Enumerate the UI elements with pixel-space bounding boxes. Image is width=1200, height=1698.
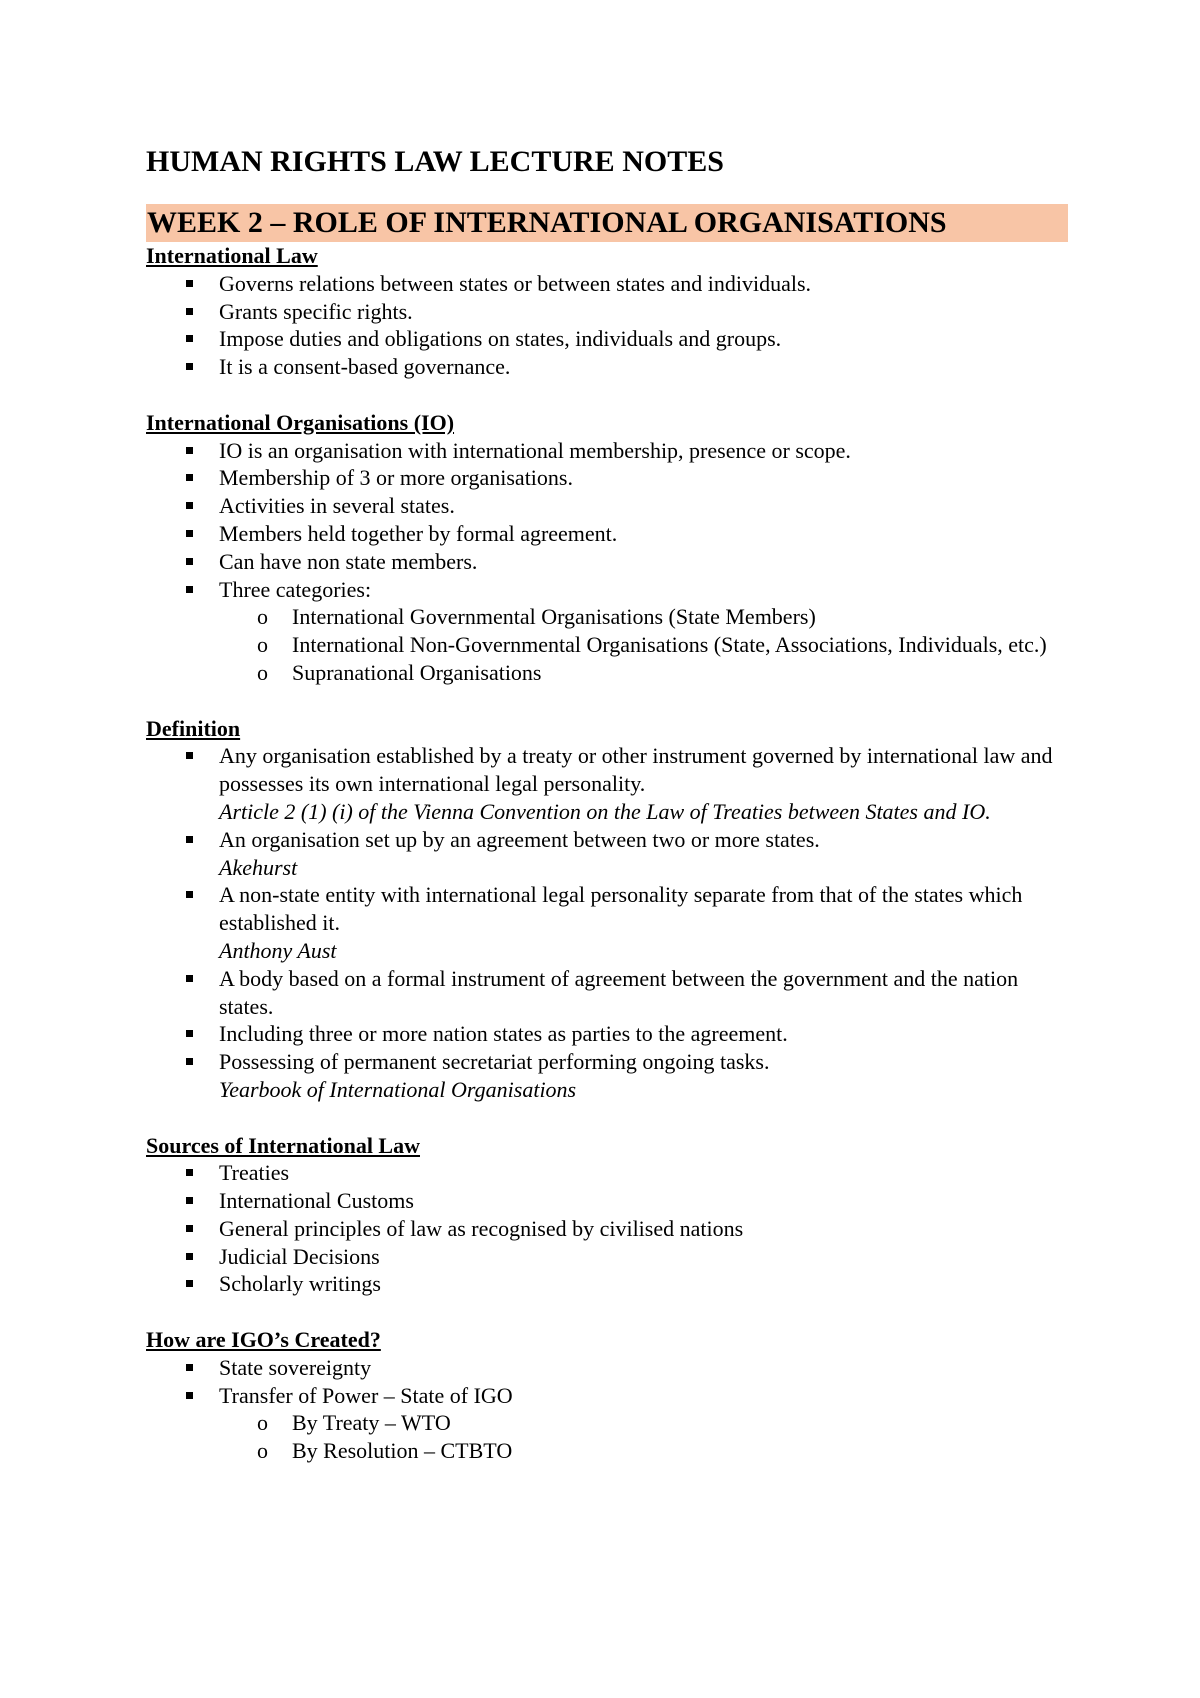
sub-list-item-text: By Resolution – CTBTO bbox=[292, 1438, 513, 1464]
list-item-text: Judicial Decisions bbox=[219, 1243, 380, 1269]
square-bullet-icon bbox=[186, 891, 193, 898]
citation: Yearbook of International Organisations bbox=[219, 1076, 577, 1102]
list-item bbox=[146, 325, 1068, 353]
square-bullet-icon bbox=[186, 1030, 193, 1037]
list-item bbox=[146, 437, 1068, 465]
square-bullet-icon bbox=[186, 530, 193, 537]
document-content bbox=[146, 142, 1068, 1465]
sub-list bbox=[219, 603, 1068, 686]
list-item-text: A body based on a formal instrument of agreement between the government and the nation states. bbox=[219, 965, 1019, 1019]
list-item-text: Possessing of permanent secretariat performing ongoing tasks. bbox=[219, 1049, 770, 1075]
citation: Akehurst bbox=[219, 854, 298, 880]
section bbox=[146, 409, 1068, 687]
circle-bullet-icon: o bbox=[257, 659, 268, 685]
bullet-list bbox=[146, 270, 1068, 381]
circle-bullet-icon: o bbox=[257, 632, 268, 658]
sub-list bbox=[219, 1409, 1068, 1465]
sub-list-item bbox=[146, 603, 1068, 631]
list-item-text: Treaties bbox=[219, 1160, 290, 1186]
sub-list-item bbox=[146, 659, 1068, 687]
list-item-text: It is a consent-based governance. bbox=[219, 354, 511, 380]
list-item bbox=[146, 353, 1068, 381]
list-item-text: International Customs bbox=[219, 1188, 414, 1214]
list-item bbox=[146, 965, 1068, 1021]
section-heading: How are IGO’s Created? bbox=[146, 1327, 381, 1353]
list-item bbox=[146, 1020, 1068, 1048]
square-bullet-icon bbox=[186, 1058, 193, 1065]
square-bullet-icon bbox=[186, 1280, 193, 1287]
square-bullet-icon bbox=[186, 447, 193, 454]
list-item-text: A non-state entity with international legal personality separate from that of the states which established it. bbox=[219, 882, 1023, 936]
list-item-text: Grants specific rights. bbox=[219, 298, 413, 324]
square-bullet-icon bbox=[186, 308, 193, 315]
square-bullet-icon bbox=[186, 474, 193, 481]
square-bullet-icon bbox=[186, 586, 193, 593]
sub-list-item-text: Supranational Organisations bbox=[292, 659, 542, 685]
list-item bbox=[146, 576, 1068, 687]
list-item-text: Scholarly writings bbox=[219, 1271, 381, 1297]
square-bullet-icon bbox=[186, 975, 193, 982]
sub-list-item-text: International Non-Governmental Organisations (State, Associations, Individuals, etc.) bbox=[292, 632, 1047, 658]
list-item bbox=[146, 1243, 1068, 1271]
list-item-text: General principles of law as recognised by civilised nations bbox=[219, 1215, 744, 1241]
list-item bbox=[146, 298, 1068, 326]
list-item bbox=[146, 1187, 1068, 1215]
square-bullet-icon bbox=[186, 280, 193, 287]
list-item-text: Including three or more nation states as parties to the agreement. bbox=[219, 1021, 788, 1047]
list-item-text: An organisation set up by an agreement between two or more states. bbox=[219, 826, 820, 852]
list-item-text: Activities in several states. bbox=[219, 493, 455, 519]
list-item bbox=[146, 1215, 1068, 1243]
list-item-text: State sovereignty bbox=[219, 1354, 372, 1380]
sub-list-item-text: By Treaty – WTO bbox=[292, 1410, 451, 1436]
circle-bullet-icon: o bbox=[257, 1438, 268, 1464]
circle-bullet-icon: o bbox=[257, 604, 268, 630]
square-bullet-icon bbox=[186, 502, 193, 509]
list-item-text: Membership of 3 or more organisations. bbox=[219, 465, 573, 491]
square-bullet-icon bbox=[186, 558, 193, 565]
sub-list-item bbox=[146, 1409, 1068, 1437]
bullet-list bbox=[146, 1354, 1068, 1465]
list-item-text: Can have non state members. bbox=[219, 548, 478, 574]
section bbox=[146, 242, 1068, 381]
list-item-text: IO is an organisation with international membership, presence or scope. bbox=[219, 437, 851, 463]
list-item-text: Impose duties and obligations on states, individuals and groups. bbox=[219, 326, 782, 352]
square-bullet-icon bbox=[186, 1392, 193, 1399]
section-heading: International Organisations (IO) bbox=[146, 409, 455, 435]
document-title: HUMAN RIGHTS LAW LECTURE NOTES bbox=[146, 145, 724, 178]
bullet-list bbox=[146, 437, 1068, 687]
citation: Article 2 (1) (i) of the Vienna Convention on the Law of Treaties between States and IO. bbox=[219, 798, 991, 824]
list-item bbox=[146, 548, 1068, 576]
square-bullet-icon bbox=[186, 1364, 193, 1371]
list-item bbox=[146, 520, 1068, 548]
list-item bbox=[146, 881, 1068, 964]
citation: Anthony Aust bbox=[219, 937, 337, 963]
square-bullet-icon bbox=[186, 363, 193, 370]
list-item bbox=[146, 1270, 1068, 1298]
square-bullet-icon bbox=[186, 335, 193, 342]
square-bullet-icon bbox=[186, 836, 193, 843]
sections-container bbox=[146, 242, 1068, 1465]
square-bullet-icon bbox=[186, 1169, 193, 1176]
list-item bbox=[146, 742, 1068, 825]
section-heading: Definition bbox=[146, 715, 241, 741]
section bbox=[146, 1326, 1068, 1465]
sub-list-item bbox=[146, 1437, 1068, 1465]
list-item bbox=[146, 464, 1068, 492]
list-item bbox=[146, 1382, 1068, 1465]
section bbox=[146, 1132, 1068, 1299]
list-item bbox=[146, 1159, 1068, 1187]
section-heading: International Law bbox=[146, 243, 318, 268]
sub-list-item-text: International Governmental Organisations (State Members) bbox=[292, 604, 816, 630]
list-item bbox=[146, 1048, 1068, 1104]
sub-list-item bbox=[146, 631, 1068, 659]
square-bullet-icon bbox=[186, 1225, 193, 1232]
list-item bbox=[146, 270, 1068, 298]
list-item-text: Three categories: bbox=[219, 576, 372, 602]
square-bullet-icon bbox=[186, 1253, 193, 1260]
section bbox=[146, 715, 1068, 1104]
section-heading: Sources of International Law bbox=[146, 1132, 420, 1158]
square-bullet-icon bbox=[186, 752, 193, 759]
circle-bullet-icon: o bbox=[257, 1410, 268, 1436]
bullet-list bbox=[146, 1159, 1068, 1298]
list-item-text: Members held together by formal agreement. bbox=[219, 520, 618, 546]
week-heading: WEEK 2 – ROLE OF INTERNATIONAL ORGANISATIONS bbox=[146, 204, 1068, 242]
list-item-text: Transfer of Power – State of IGO bbox=[219, 1382, 513, 1408]
list-item bbox=[146, 1354, 1068, 1382]
square-bullet-icon bbox=[186, 1197, 193, 1204]
list-item bbox=[146, 492, 1068, 520]
list-item bbox=[146, 826, 1068, 882]
list-item-text: Any organisation established by a treaty or other instrument governed by international law and possesses its own international legal personality. bbox=[219, 743, 1053, 797]
bullet-list bbox=[146, 742, 1068, 1103]
list-item-text: Governs relations between states or between states and individuals. bbox=[219, 270, 812, 296]
